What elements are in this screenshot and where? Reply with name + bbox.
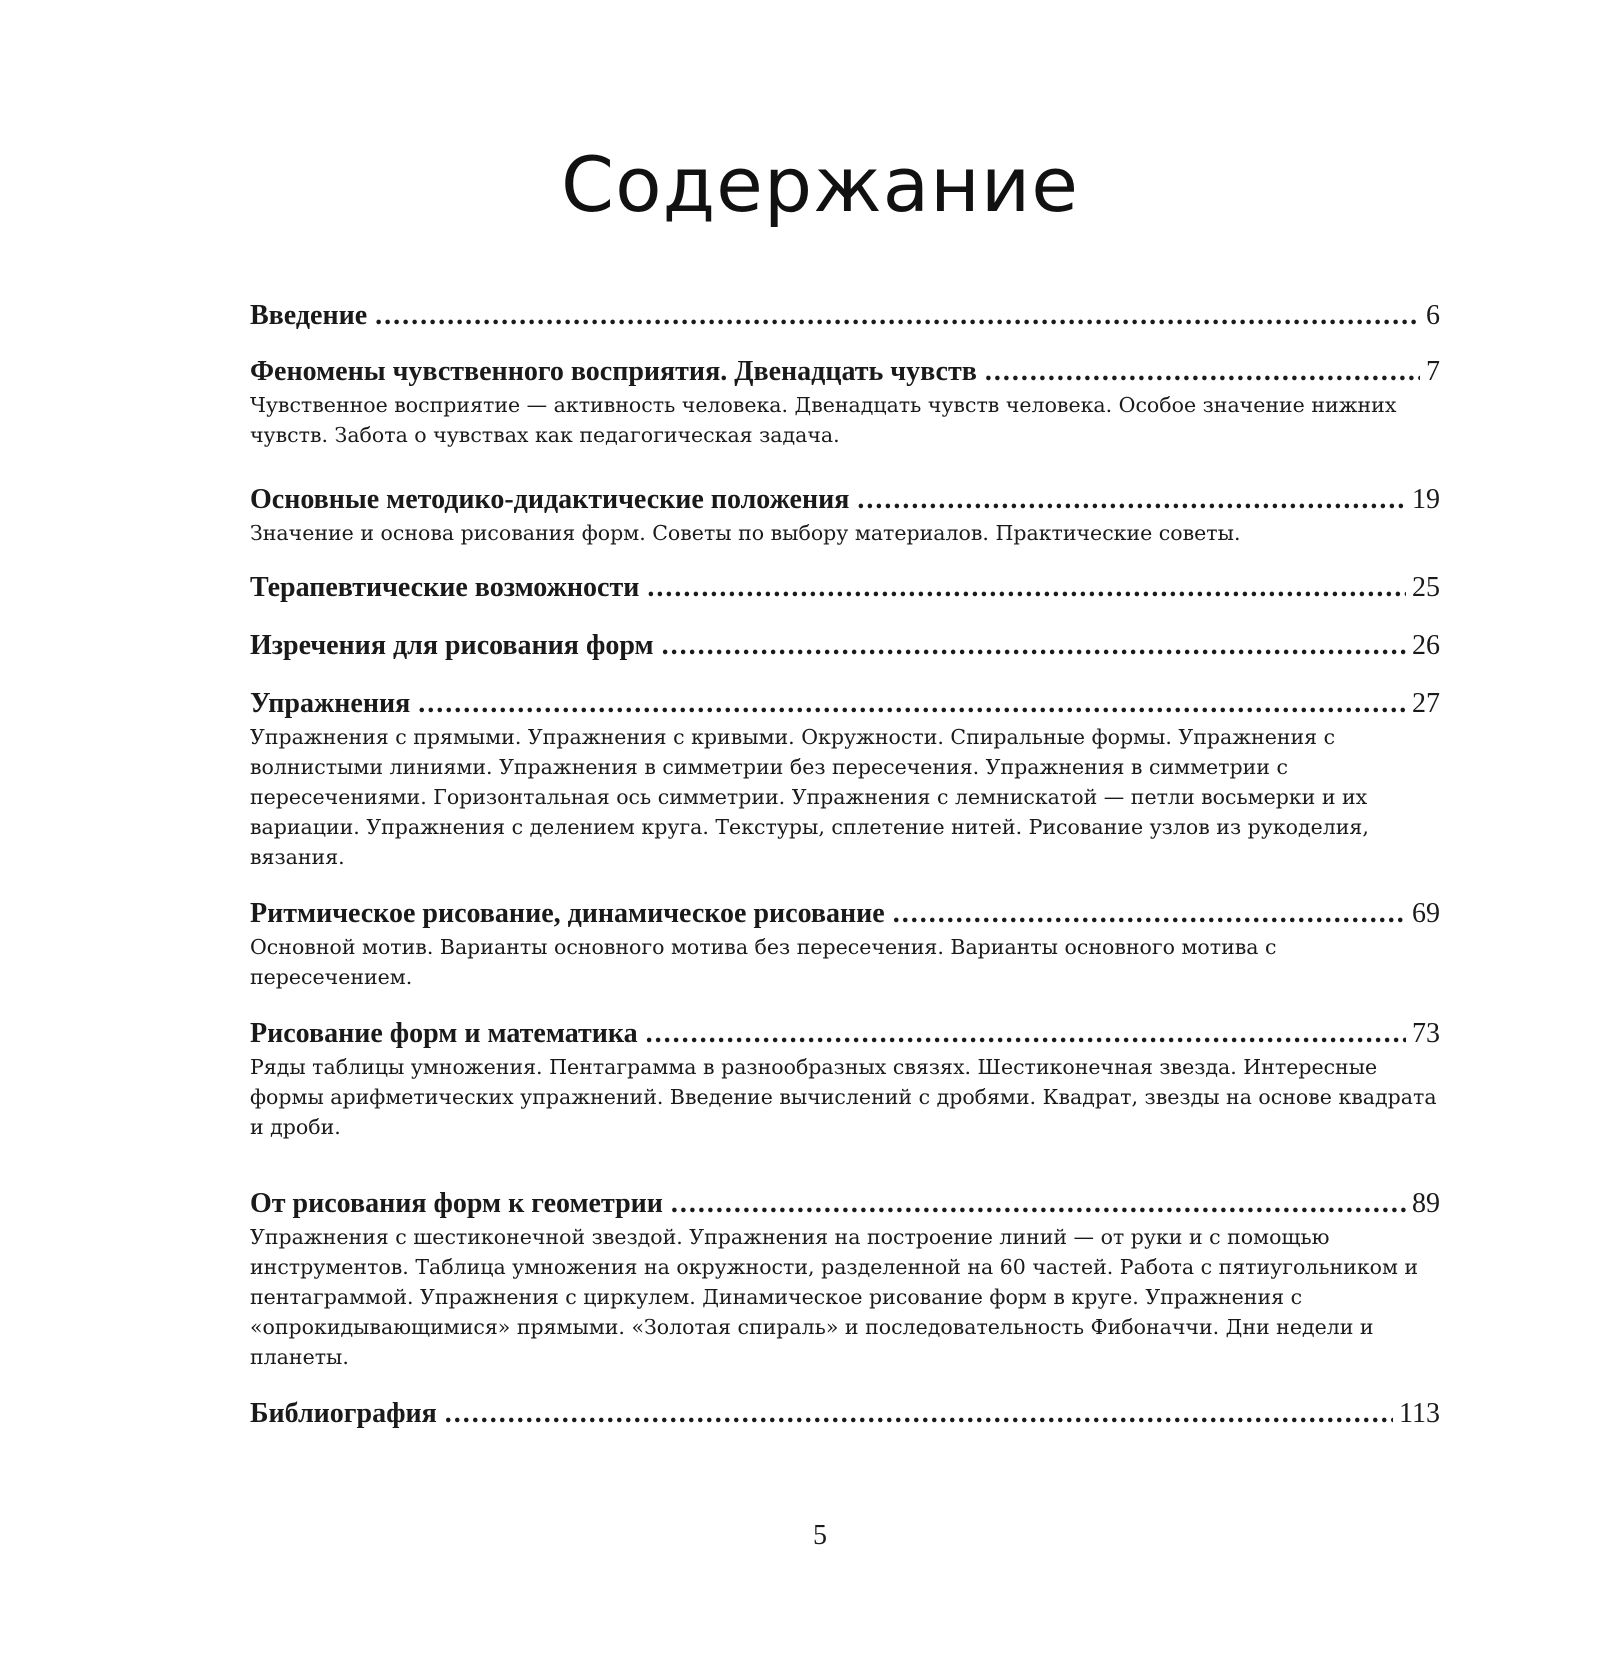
toc-entry-title: Феномены чувственного восприятия. Двенадцать чувств [250, 356, 977, 387]
toc-entry-page: 19 [1412, 484, 1440, 515]
page-title: Содержание [561, 140, 1079, 229]
dot-leader [375, 298, 1420, 334]
toc-entry-description: Значение и основа рисования форм. Советы по выбору материалов. Практические советы. [250, 521, 1241, 545]
toc-entry-title: Библиография [250, 1398, 437, 1429]
toc-entry-description: Основной мотив. Варианты основного мотива без пересечения. Варианты основного мотива с пересечением. [250, 935, 1277, 989]
dot-leader [893, 896, 1406, 932]
toc-entry-math [250, 1016, 1440, 1142]
dot-leader [662, 628, 1406, 664]
page-number: 5 [813, 1520, 827, 1551]
toc-entry-geometry [250, 1186, 1440, 1372]
toc-entry-title: Ритмическое рисование, динамическое рисование [250, 898, 885, 929]
toc-entry-exercises [250, 686, 1440, 872]
toc-entry-title: Изречения для рисования форм [250, 630, 654, 661]
dot-leader [671, 1186, 1406, 1222]
toc-entry-introduction [250, 298, 1440, 334]
toc-entry-description: Упражнения с прямыми. Упражнения с кривыми. Окружности. Спиральные формы. Упражнения с волнистыми линиями. Упражнения в симметрии без пересечения. Упражнения в симметрии с пересечениями. Горизонтальная ось симметрии. Упражнения с лемнискатой — петли восьмерки и их вариации. Упражнения с делением круга. Текстуры, сплетение нитей. Рисование узлов из рукоделия, вязания. [250, 725, 1369, 869]
toc-entry-page: 7 [1426, 356, 1440, 387]
dot-leader [418, 686, 1406, 722]
toc-entry-page: 113 [1399, 1398, 1440, 1429]
toc-entry-title: Упражнения [250, 688, 411, 719]
dot-leader [445, 1396, 1393, 1432]
toc-entry-bibliography [250, 1396, 1440, 1432]
toc-entry-page: 26 [1412, 630, 1440, 661]
toc-entry-page: 69 [1412, 898, 1440, 929]
toc-entry-methodology [250, 482, 1440, 548]
toc-entry-title: Основные методико-дидактические положения [250, 484, 850, 515]
toc-entry-page: 25 [1412, 572, 1440, 603]
toc-entry-sayings [250, 628, 1440, 664]
dot-leader [985, 354, 1420, 390]
toc-entry-description: Упражнения с шестиконечной звездой. Упражнения на построение линий — от руки и с помощью инструментов. Таблица умножения на окружности, разделенной на 60 частей. Работа с пятиугольником и пентаграммой. Упражнения с циркулем. Динамическое рисование форм в круге. Упражнения с «опрокидывающимися» прямыми. «Золотая спираль» и последовательность Фибоначчи. Дни недели и планеты. [250, 1225, 1419, 1369]
toc-entry-title: Терапевтические возможности [250, 572, 640, 603]
toc-entry-title: Введение [250, 300, 368, 331]
dot-leader [857, 482, 1406, 518]
toc-entry-page: 73 [1412, 1018, 1440, 1049]
toc-entry-description: Чувственное восприятие — активность человека. Двенадцать чувств человека. Особое значение нижних чувств. Забота о чувствах как педагогическая задача. [250, 393, 1397, 447]
table-of-contents [250, 298, 1440, 1432]
toc-entry-page: 89 [1412, 1188, 1440, 1219]
toc-entry-sense-phenomena [250, 354, 1440, 450]
toc-entry-rhythmic-drawing [250, 896, 1440, 992]
toc-entry-page: 27 [1412, 688, 1440, 719]
dot-leader [646, 1016, 1406, 1052]
toc-entry-description: Ряды таблицы умножения. Пентаграмма в разнообразных связях. Шестиконечная звезда. Интересные формы арифметических упражнений. Введение вычислений с дробями. Квадрат, звезды на основе квадрата и дроби. [250, 1055, 1437, 1139]
dot-leader [647, 570, 1406, 606]
toc-entry-title: От рисования форм к геометрии [250, 1188, 663, 1219]
toc-entry-therapy [250, 570, 1440, 606]
toc-entry-page: 6 [1426, 300, 1440, 331]
toc-entry-title: Рисование форм и математика [250, 1018, 638, 1049]
